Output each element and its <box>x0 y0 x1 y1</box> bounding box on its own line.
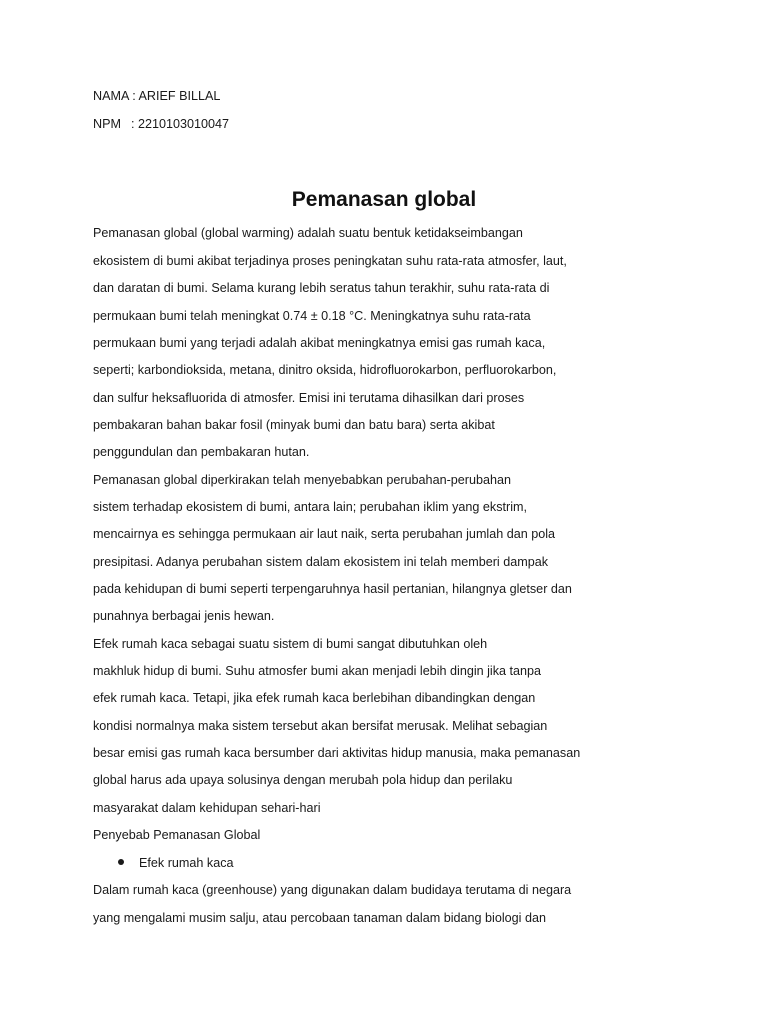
paragraph-line: mencairnya es sehingga permukaan air laut naik, serta perubahan jumlah dan pola <box>93 527 556 541</box>
paragraph-line: masyarakat dalam kehidupan sehari-hari <box>93 801 321 815</box>
paragraph-line: seperti; karbondioksida, metana, dinitro oksida, hidrofluorokarbon, perfluorokarbon, <box>93 363 557 377</box>
bullet-icon <box>118 859 124 865</box>
paragraph-line: dan sulfur heksafluorida di atmosfer. Emisi ini terutama dihasilkan dari proses <box>93 391 525 405</box>
paragraph-line: makhluk hidup di bumi. Suhu atmosfer bumi akan menjadi lebih dingin jika tanpa <box>93 664 542 678</box>
paragraph-line: yang mengalami musim salju, atau percobaan tanaman dalam bidang biologi dan <box>93 911 546 925</box>
paragraph-line: permukaan bumi yang terjadi adalah akibat meningkatnya emisi gas rumah kaca, <box>93 336 546 350</box>
paragraph-line: permukaan bumi telah meningkat 0.74 ± 0.18 °C. Meningkatnya suhu rata-rata <box>93 309 531 323</box>
paragraph-line: pembakaran bahan bakar fosil (minyak bumi dan batu bara) serta akibat <box>93 418 495 432</box>
document-title: Pemanasan global <box>291 188 477 211</box>
paragraph-line: Pemanasan global (global warming) adalah suatu bentuk ketidakseimbangan <box>93 226 523 240</box>
bullet-item: Efek rumah kaca <box>139 856 234 870</box>
paragraph-line: presipitasi. Adanya perubahan sistem dalam ekosistem ini telah memberi dampak <box>93 555 549 569</box>
paragraph-line: kondisi normalnya maka sistem tersebut akan bersifat merusak. Melihat sebagian <box>93 719 548 733</box>
paragraph-line: pada kehidupan di bumi seperti terpengaruhnya hasil pertanian, hilangnya gletser dan <box>93 582 572 596</box>
npm-value: : 2210103010047 <box>131 117 230 131</box>
paragraph-line: efek rumah kaca. Tetapi, jika efek rumah kaca berlebihan dibandingkan dengan <box>93 691 536 705</box>
paragraph-line: sistem terhadap ekosistem di bumi, antara lain; perubahan iklim yang ekstrim, <box>93 500 527 514</box>
paragraph-line: punahnya berbagai jenis hewan. <box>93 609 275 623</box>
paragraph-line: ekosistem di bumi akibat terjadinya proses peningkatan suhu rata-rata atmosfer, laut, <box>93 254 567 268</box>
student-npm <box>93 116 229 132</box>
paragraph-line: Efek rumah kaca sebagai suatu sistem di bumi sangat dibutuhkan oleh <box>93 637 488 651</box>
paragraph-line: penggundulan dan pembakaran hutan. <box>93 445 310 459</box>
paragraph-line: besar emisi gas rumah kaca bersumber dari aktivitas hidup manusia, maka pemanasan <box>93 746 581 760</box>
paragraph-line: Dalam rumah kaca (greenhouse) yang digunakan dalam budidaya terutama di negara <box>93 883 572 897</box>
paragraph-line: Pemanasan global diperkirakan telah menyebabkan perubahan-perubahan <box>93 473 511 487</box>
paragraph-line: global harus ada upaya solusinya dengan merubah pola hidup dan perilaku <box>93 773 513 787</box>
npm-label: NPM <box>93 117 121 131</box>
student-name: NAMA : ARIEF BILLAL <box>93 89 221 103</box>
paragraph-line: dan daratan di bumi. Selama kurang lebih seratus tahun terakhir, suhu rata-rata di <box>93 281 550 295</box>
section-heading: Penyebab Pemanasan Global <box>93 828 261 842</box>
